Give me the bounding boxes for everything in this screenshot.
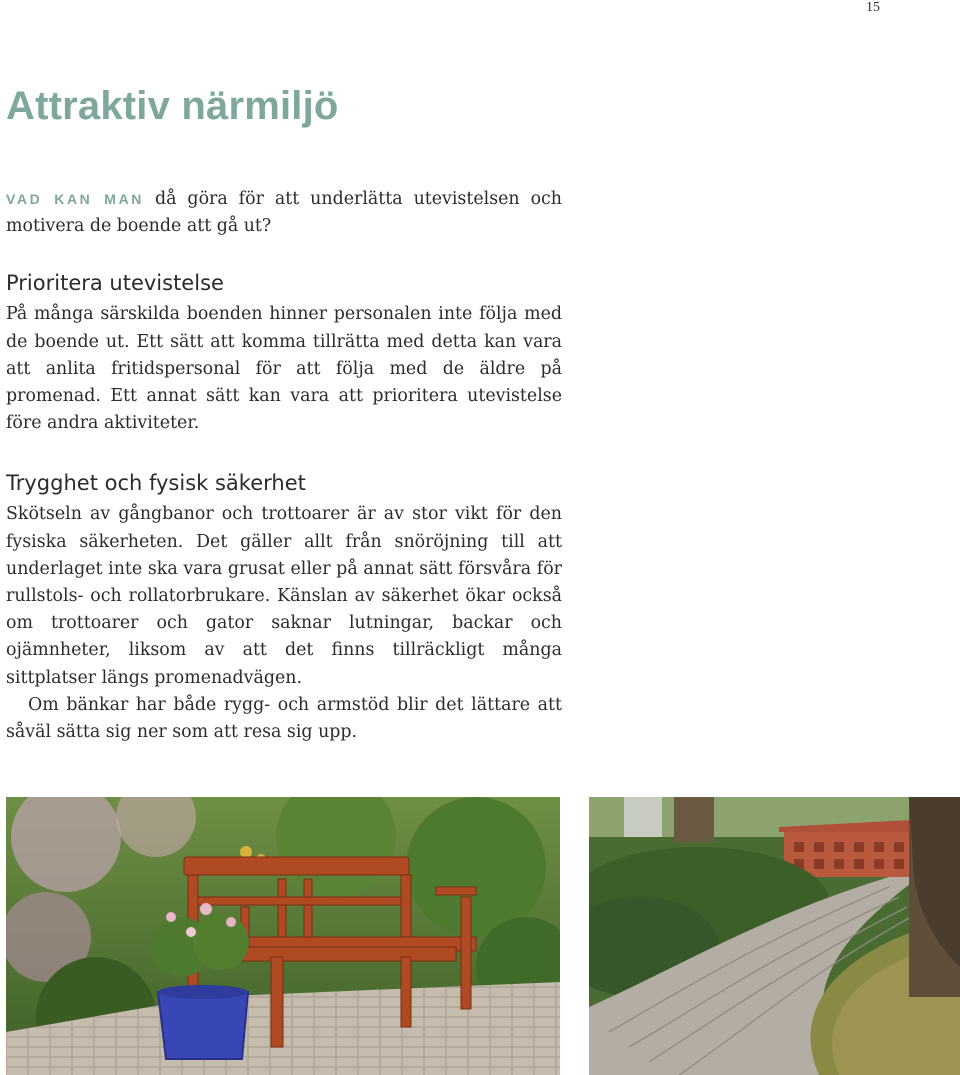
intro-paragraph [6,186,562,240]
page-number: 15 [866,0,880,15]
path-photo [589,797,960,1075]
section-heading-prioritera: Prioritera utevistelse [6,271,224,296]
page-title: Attraktiv närmiljö [6,84,339,128]
section-paragraph-trygghet-1: Skötseln av gångbanor och trottoarer är av stor vikt för den fysiska säkerheten. Det gäller allt från snöröjning till att underlaget inte ska vara grusat eller på annat sätt försvåra för rullstols- och rollatorbrukare. Känslan av säkerhet ökar också om trottoarer och gator saknar lutningar, backar och ojämnheter, liksom av att det finns tillräckligt många sittplatser längs promenadvägen. [6,504,562,688]
intro-text: då göra för att underlätta utevistelsen och motivera de boende att gå ut? [6,189,562,237]
section-paragraph-prioritera: På många särskilda boenden hinner personalen inte följa med de boende ut. Ett sätt att komma tillrätta med detta kan vara att anlita fritidspersonal för att följa med de äldre på promenad. Ett annat sätt kan vara att prioritera utevistelse före andra aktiviteter. [6,304,562,434]
intro-lead-caps: VAD KAN MAN [6,191,144,207]
article-body [6,186,562,746]
section-heading-trygghet: Trygghet och fysisk säkerhet [6,471,306,496]
section-paragraph-trygghet-2: Om bänkar har både rygg- och armstöd blir det lättare att såväl sätta sig ner som att resa sig upp. [6,694,562,743]
bench-photo [6,797,560,1075]
